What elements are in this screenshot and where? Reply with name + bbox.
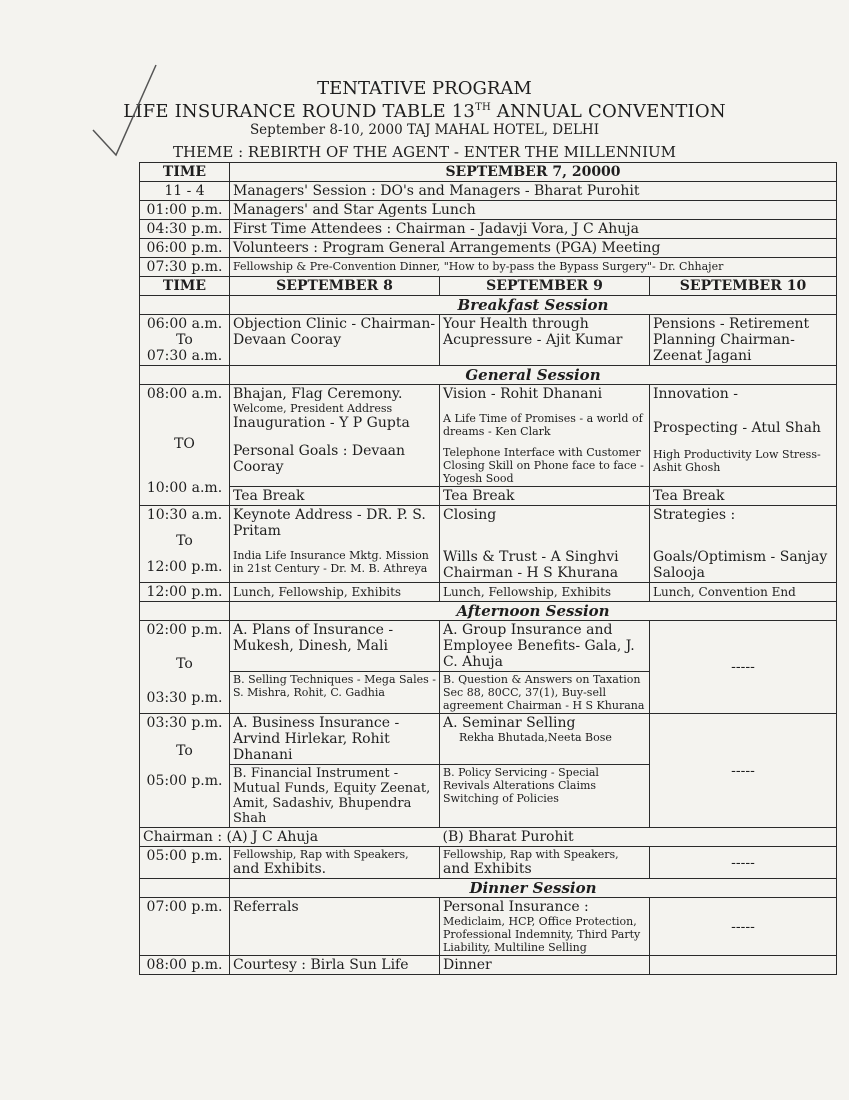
tea-break-cell: Tea Break (650, 487, 837, 506)
event-cell (440, 847, 650, 879)
time-end: 10:00 a.m. (146, 480, 223, 496)
empty-cell (140, 366, 230, 385)
time-start: 10:30 a.m. (146, 507, 223, 523)
convention-theme: THEME : REBIRTH OF THE AGENT - ENTER THE MILLENNIUM (172, 143, 676, 161)
event-line: and Exhibits. (233, 861, 327, 877)
event-cell: B. Financial Instrument - Mutual Funds, Equity Zeenat, Amit, Sadashiv, Bhupendra Shah (230, 765, 440, 828)
event-line-small: Welcome, President Address (233, 402, 393, 415)
event-cell-empty: ----- (650, 847, 837, 879)
time-cell: 04:30 p.m. (140, 220, 230, 239)
event-cell (440, 765, 650, 828)
event-line-small: High Productivity Low Stress- Ashit Ghosh (653, 448, 821, 474)
general-session-title: General Session (230, 366, 837, 385)
time-header: TIME (140, 163, 230, 182)
table-row (140, 898, 837, 956)
event-line: Goals/Optimism - Sanjay Salooja (653, 549, 828, 581)
event-line-small: B. Policy Servicing - Special Revivals Alterations Claims Switching of Policies (443, 766, 599, 805)
event-cell: Managers' and Star Agents Lunch (230, 201, 837, 220)
table-row (140, 506, 837, 583)
program-title: TENTATIVE PROGRAM (317, 78, 532, 99)
event-cell-empty: ----- (650, 898, 837, 956)
breakfast-session-title: Breakfast Session (230, 296, 837, 315)
time-cell: 08:00 p.m. (140, 956, 230, 975)
session-title-row (140, 879, 837, 898)
event-cell: Lunch, Fellowship, Exhibits (230, 583, 440, 602)
event-line: Bhajan, Flag Ceremony. (233, 386, 403, 402)
event-line-small: Mediclaim, HCP, Office Protection, Professional Indemnity, Third Party Liability, Multiline Selling (443, 915, 641, 954)
time-cell: 05:00 p.m. (140, 847, 230, 879)
time-cell: 01:00 p.m. (140, 201, 230, 220)
event-cell: Pensions - Retirement Planning Chairman- Zeenat Jagani (650, 315, 837, 366)
day1-header-row (140, 163, 837, 182)
table-row (140, 385, 837, 487)
event-line-small: B. Selling Techniques - Mega Sales - S. Mishra, Rohit, C. Gadhia (233, 673, 436, 699)
table-row (140, 182, 837, 201)
date-header-sept8: SEPTEMBER 8 (230, 277, 440, 296)
event-cell (440, 672, 650, 714)
time-start: 06:00 a.m. (146, 316, 223, 332)
date-header-sept10: SEPTEMBER 10 (650, 277, 837, 296)
event-cell: Objection Clinic - Chairman- Devaan Cooray (230, 315, 440, 366)
time-start: 08:00 a.m. (146, 386, 223, 402)
event-line-small: A Life Time of Promises - a world of dreams - Ken Clark (443, 412, 643, 438)
event-line: Personal Insurance : (443, 899, 589, 915)
event-line-small: Fellowship, Rap with Speakers, (233, 848, 409, 861)
event-cell: Lunch, Convention End (650, 583, 837, 602)
event-line: and Exhibits (443, 861, 532, 877)
date-header-sept9: SEPTEMBER 9 (440, 277, 650, 296)
time-header: TIME (140, 277, 230, 296)
session-title-row (140, 296, 837, 315)
event-line-small: B. Question & Answers on Taxation Sec 88, 80CC, 37(1), Buy-sell agreement Chairman - H S Khurana (443, 673, 645, 712)
time-to: TO (174, 436, 195, 452)
convention-dates-venue: September 8-10, 2000 TAJ MAHAL HOTEL, DELHI (249, 122, 600, 138)
table-row (140, 847, 837, 879)
time-to: To (176, 656, 193, 672)
table-row (140, 621, 837, 672)
time-cell (140, 385, 230, 506)
table-row (140, 258, 837, 277)
event-line-small: India Life Insurance Mktg. Mission in 21st Century - Dr. M. B. Athreya (233, 549, 429, 575)
time-cell: 11 - 4 (140, 182, 230, 201)
event-cell: First Time Attendees : Chairman - Jadavji Vora, J C Ahuja (230, 220, 837, 239)
time-cell (140, 714, 230, 828)
event-line: Personal Goals : Devaan Cooray (233, 443, 406, 475)
table-row (140, 201, 837, 220)
event-cell: Referrals (230, 898, 440, 956)
dinner-session-title: Dinner Session (230, 879, 837, 898)
event-cell (230, 672, 440, 714)
event-cell (440, 385, 650, 487)
event-line: Vision - Rohit Dhanani (443, 386, 603, 402)
event-cell (440, 898, 650, 956)
time-to: To (176, 743, 193, 759)
table-row (140, 828, 837, 847)
time-cell (140, 506, 230, 583)
event-cell: A. Group Insurance and Employee Benefits- Gala, J. C. Ahuja (440, 621, 650, 672)
event-line-small: Fellowship, Rap with Speakers, (443, 848, 619, 861)
event-line: Keynote Address - DR. P. S. Pritam (233, 507, 426, 539)
time-end: 05:00 p.m. (146, 773, 223, 789)
table-row (140, 315, 837, 366)
event-cell-empty: ----- (650, 714, 837, 828)
time-cell: 07:30 p.m. (140, 258, 230, 277)
time-end: 07:30 a.m. (146, 348, 223, 364)
table-row (140, 956, 837, 975)
empty-cell (140, 602, 230, 621)
empty-cell (140, 879, 230, 898)
tea-break-cell: Tea Break (230, 487, 440, 506)
time-cell: 12:00 p.m. (140, 583, 230, 602)
event-line: Innovation - (653, 386, 738, 402)
time-end: 12:00 p.m. (146, 559, 223, 575)
table-row (140, 583, 837, 602)
event-line: Inauguration - Y P Gupta (233, 415, 410, 431)
date-header-sept7: SEPTEMBER 7, 20000 (230, 163, 837, 182)
time-cell: 07:00 p.m. (140, 898, 230, 956)
time-to: To (176, 332, 193, 348)
event-cell (230, 506, 440, 583)
event-cell-empty: ----- (650, 621, 837, 714)
time-start: 03:30 p.m. (146, 715, 223, 731)
event-cell: Courtesy : Birla Sun Life (230, 956, 440, 975)
event-cell (650, 506, 837, 583)
time-to: To (176, 533, 193, 549)
program-table (139, 162, 837, 975)
event-line-small: Rekha Bhutada,Neeta Bose (459, 731, 612, 744)
session-title-row (140, 366, 837, 385)
time-cell (140, 621, 230, 714)
time-end: 03:30 p.m. (146, 690, 223, 706)
table-row (140, 239, 837, 258)
convention-title: LIFE INSURANCE ROUND TABLE 13TH ANNUAL CONVENTION (123, 101, 726, 122)
event-cell: Lunch, Fellowship, Exhibits (440, 583, 650, 602)
table-row (140, 714, 837, 765)
event-cell: Managers' Session : DO's and Managers - Bharat Purohit (230, 182, 837, 201)
event-line-small: Telephone Interface with Customer Closing Skill on Phone face to face - Yogesh Sood (443, 446, 644, 485)
event-line: Wills & Trust - A Singhvi Chairman - H S Khurana (443, 549, 619, 581)
event-line: A. Seminar Selling (443, 715, 576, 731)
time-cell: 06:00 p.m. (140, 239, 230, 258)
event-cell (440, 714, 650, 765)
event-cell: A. Plans of Insurance - Mukesh, Dinesh, Mali (230, 621, 440, 672)
table-row (140, 487, 837, 506)
event-cell-empty (650, 956, 837, 975)
event-line: Prospecting - Atul Shah (653, 420, 821, 436)
event-cell: Volunteers : Program General Arrangements (PGA) Meeting (230, 239, 837, 258)
event-cell (230, 385, 440, 487)
empty-cell (140, 296, 230, 315)
time-cell (140, 315, 230, 366)
event-cell: A. Business Insurance - Arvind Hirlekar, Rohit Dhanani (230, 714, 440, 765)
session-title-row (140, 602, 837, 621)
event-cell: Fellowship & Pre-Convention Dinner, "How to by-pass the Bypass Surgery"- Dr. Chhajer (230, 258, 837, 277)
event-cell: Your Health through Acupressure - Ajit Kumar (440, 315, 650, 366)
days-header-row (140, 277, 837, 296)
tea-break-cell: Tea Break (440, 487, 650, 506)
afternoon-session-title: Afternoon Session (230, 602, 837, 621)
event-cell (650, 385, 837, 487)
time-start: 02:00 p.m. (146, 622, 223, 638)
chairman-a-cell: Chairman : (A) J C Ahuja (140, 828, 440, 847)
event-line: Closing (443, 507, 497, 523)
chairman-b-cell: (B) Bharat Purohit (440, 828, 837, 847)
handwritten-check-mark (88, 60, 158, 160)
event-cell (440, 506, 650, 583)
event-cell: Dinner (440, 956, 650, 975)
table-row (140, 220, 837, 239)
event-cell (230, 847, 440, 879)
event-line: Strategies : (653, 507, 736, 523)
